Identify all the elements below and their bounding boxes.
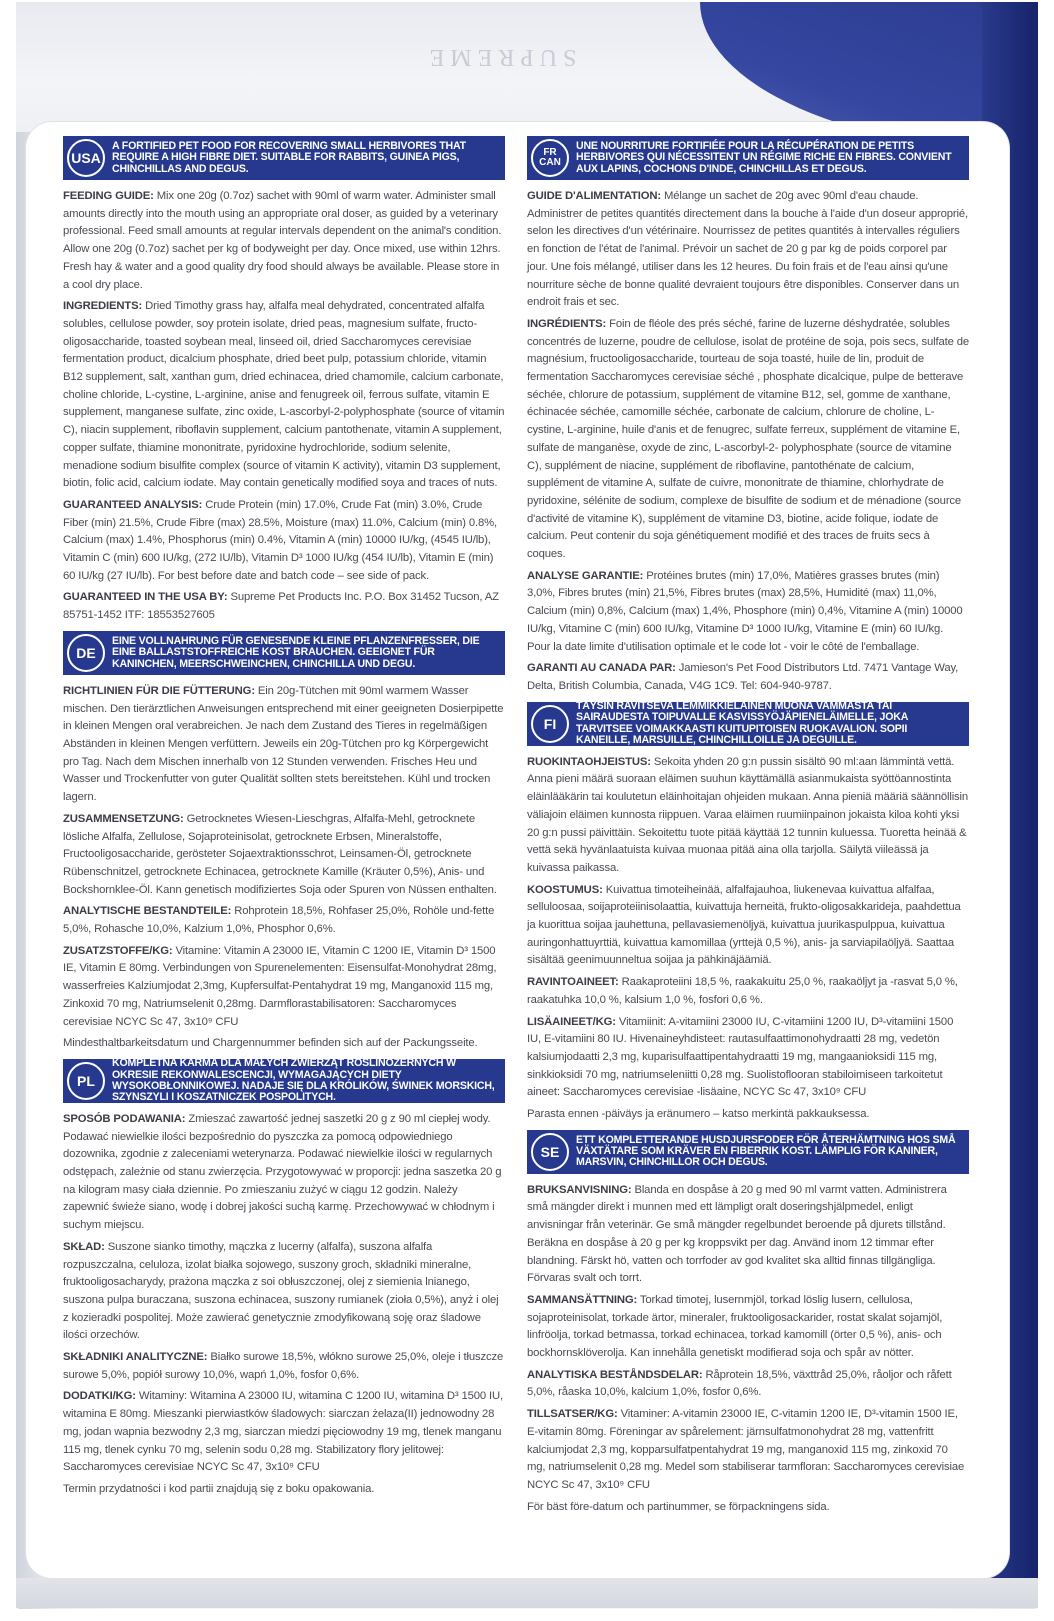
paragraph-text: Białko surowe 18,5%, włókno surowe 25,0%, oleje i tłuszcze surowe 5,0%, popiół surowy 10,0%, wapń 1,0%, fosfor 0,6%. <box>63 1351 504 1381</box>
paragraph-text: Foin de fléole des prés séché, farine de luzerne déshydratée, solubles concentrés de luzerne, poudre de cellulose, isolat de protéine de soja, pois secs, sulfate de magnésium, fructooligosaccharide, tourteau de soja toasté, huile de lin, produit de fermentation Saccharomyces cerevisiae séché , phosphate dicalcique, pulpe de betterave séchée, chlorure de potassium, supplément de vitamine B12, sel, gomme de xanthane, échinacée séchée, camomille séchée, carbonate de calcium, chlorure de choline, L-cystine, L-arginine, huile d'anis et de fenugrec, sulfate ferreux, supplément de vitamine E, sulfate de manganèse, oxyde de zinc, L-ascorbyl-2- polyphosphate (source de vitamine C), supplément de niacine, supplément de riboflavine, pantothénate de calcium, supplément de vitamine A, sulfate de cuivre, mononitrate de thiamine, chlorhydrate de pyridoxine, sélénite de sodium, complexe de bisulfite de sodium et de ménadione (source d'activité de vitamine K), supplément de vitamine D3, biotine, acide folique, iodate de calcium. Peut contenir du soja génétiquement modifié et des traces de fruits secs à coques. <box>527 317 969 561</box>
paragraph-text: Zmieszać zawartość jednej saszetki 20 g z 90 ml ciepłej wody. Podawać niewielkie ilości bezpośrednio do pyszczka za pomocą odpowiedniego dozownika, zgodnie z zaleceniami weterynarza. Podawać niewielkie ilości w regularnych odstępach, zależnie od stanu zwierzęcia. Przygotowywać w proporcji: jedna saszetka 20 g na kilogram masy ciała dziennie. Po zmieszaniu zużyć w ciągu 12 godzin. Należy zapewnić świeże siano, wodę i dobrej jakości suchą karmę. Przechowywać w chłodnym i suchym miejscu. <box>63 1112 502 1232</box>
label-paragraph <box>63 1349 505 1384</box>
label-paragraph <box>527 1014 969 1103</box>
paragraph-text: Getrocknetes Wiesen-Lieschgras, Alfalfa-Mehl, getrocknete lösliche Alfalfa, Zellulose, Sojaproteinisolat, getrocknete Erbsen, Mineralstoffe, Fructooligosaccharide, gerösteter Sojaextraktionsschrot, Leinsamen-Öl, getrocknete Rübenschnitzel, getrocknete Echinacea, getrocknete Kamille (Kräuter 0,5%), Anis- und Bockshornklee-Öl. Kann genetisch modifiziertes Soja oder Spuren von Nüssen enthalten. <box>63 812 497 896</box>
paragraph-text: Suszone sianko timothy, mączka z lucerny (alfalfa), suszona alfalfa rozpuszczalna, celuloza, izolat białka sojowego, suszony groch, składniki mineralne, fruktooligosacharydy, prażona mączka z soi obłuszczonej, olej z siemienia lnianego, suszona pulpa buraczana, suszona echinacea, suszony rumianek (zioła 0,5%), anyż i olej z kozieradki pospolitej. Może zawierać genetycznie zmodyfikowaną soję oraz śladowe ilości orzechów. <box>63 1240 499 1342</box>
label-paragraph <box>63 683 505 807</box>
language-section-fr-can <box>527 136 969 696</box>
paragraph-text: Råprotein 18,5%, växttråd 25,0%, råoljor och råfett 5,0%, råaska 10,0%, kalcium 1,0%, fosfor 0,6%. <box>527 1368 952 1399</box>
paragraph-text: Protéines brutes (min) 17,0%, Matières grasses brutes (min) 3,0%, Fibres brutes (min) 21,5%, Fibres brutes (max) 28,5%, Humidité (max) 11,0%, Calcium (min) 0,8%, Calcium (max) 1,4%, Phosphore (min) 0,4%, Vitamine A (min) 10000 IU/kg, Vitamine C (min) 600 IU/kg, Vitamine D³ 1000 IU/kg, Vitamine E (min) 60 IU/kg. Pour la date limite d'utilisation optimale et le code lot - voir le côté de l'emballage. <box>527 569 963 653</box>
paragraph-heading: KOOSTUMUS: <box>527 883 603 896</box>
section-banner-text: TÄYSIN RAVITSEVA LEMMIKKIELÄINEN MUONA VAMMASTA TAI SAIRAUDESTA TOIPUVALLE KASVISSYÖJÄPIENELÄIMELLE, JOKA TARVITSEE VOIMAKKAASTI KUITUPITOISEN RUOKAVALION. SOPII KANEILLE, MARSUILLE, CHINCHILLOILLE JA DEGUILLE. <box>576 699 908 747</box>
paragraph-heading: GUARANTEED ANALYSIS: <box>63 498 203 511</box>
paragraph-text: Sekoita yhden 20 g:n pussin sisältö 90 ml:aan lämmintä vettä. Anna pieni määrä suoraan eläimen suuhun käyttämällä asianmukaista syöttöannostinta eläinlääkärin tai koulutetun eläinhoitajan ohjeiden mukaan. Anna pieniä määriä säännöllisin väliajoin eläimen kunnosta riippuen. Varaa eläimen ruumiinpainon jokaista kiloa kohti yksi 20 g:n pussi päivittäin. Sekoitettu tuote pitää käyttää 12 tunnin kuluessa. Tuoretta heinää & vettä sekä hyvänlaatuista kuivaa muonaa pitää aina olla tarjolla. Säilytä viileässä ja kuivassa paikassa. <box>527 755 969 874</box>
country-badge-icon: FI <box>531 705 569 743</box>
paragraph-heading: SAMMANSÄTTNING: <box>527 1293 638 1306</box>
label-paragraph <box>63 497 505 586</box>
section-banner-text: A FORTIFIED PET FOOD FOR RECOVERING SMALL HERBIVORES THAT REQUIRE A HIGH FIBRE DIET. SUITABLE FOR RABBITS, GUINEA PIGS, CHINCHILLAS AND DEGUS. <box>112 139 466 175</box>
label-paragraph <box>527 974 969 1009</box>
paragraph-heading: INGREDIENTS: <box>63 300 143 313</box>
paragraph-heading: RAVINTOAINEET: <box>527 976 619 989</box>
paragraph-text: Vitaminer: A-vitamin 23000 IE, C-vitamin 1200 IE, D³-vitamin 1500 IE, E-vitamin 80mg. Föreningar av spårelement: järnsulfatmonohydrat 28 mg, vattenfritt kalciumjodat 2,3 mg, kopparsulfatpentahydrat 19 mg, manganoxid 115 mg, zinkoxid 70 mg, natriumselenit 0,28 mg. Medel som stabiliserar tarmfloran: Saccharomyces cerevisiae NCYC Sc 47, 3x10⁹ CFU <box>527 1408 965 1491</box>
paragraph-text: Blanda en dospåse à 20 g med 90 ml varmt vatten. Administrera små mängder direkt i munnen med ett lämpligt oralt doseringshjälpmedel, enligt anvisningar från veterinär. Ge små mängder regelbundet beroende på djurets tillstånd. Beräkna en dospåse à 20 g per kg kroppsvikt per dag. Använd inom 12 timmar efter blandning. Färskt hö, vatten och torrfoder av god kvalitet ska alltid finnas tillgängliga. Förvaras svalt och torrt. <box>527 1183 947 1285</box>
label-paragraph <box>63 1111 505 1235</box>
language-section-de <box>63 631 505 1053</box>
paragraph-heading: FEEDING GUIDE: <box>63 190 154 202</box>
section-banner-text: KOMPLETNA KARMA DLA MAŁYCH ZWIERZĄT ROŚLINOŻERNYCH W OKRESIE REKONWALESCENCJI, WYMAGAJĄCYCH DIETY WYSOKOBŁONNIKOWEJ. NADAJE SIĘ DLA KRÓLIKÓW, ŚWINEK MORSKICH, SZYNSZYLI I KOSZATNICZEK POSPOLITYCH. <box>112 1057 495 1104</box>
country-badge-icon: PL <box>67 1062 105 1100</box>
paragraph-text: Vitamine: Vitamin A 23000 IE, Vitamin C 1200 IE, Vitamin D³ 1500 IE, Vitamin E 80mg. Verbindungen von Spurenelementen: Eisensulfat-Monohydrat 28mg, wasserfreies Kalziumjodat 2,3mg, Kupfersulfat-Pentahydrat 19 mg, Manganoxid 115 mg, Zinkoxid 70 mg, Natriumselenit 0,28mg. Darmflorastabilisatoren: Saccharomyces cerevisiae NCYC Sc 47, 3x10⁹ CFU <box>63 944 497 1028</box>
paragraph-text: Torkad timotej, lusernmjöl, torkad löslig lusern, cellulosa, sojaproteinisolat, torkade ärtor, mineraler, fruktooligosackarider, rostat skalat sojamjöl, linfröolja, torkad betmassa, torkad echinacea, torkad kamomill (örter 0,5 %), anis- och bockhornsklöverolja. Kan innehålla genetiskt modifierad soja och spår av nötter. <box>527 1293 943 1360</box>
label-paragraph <box>63 298 505 493</box>
paragraph-text: Raakaproteiini 18,5 %, raakakuitu 25,0 %, raakaöljyt ja -rasvat 5,0 %, raakatuhka 10,0 %, kalsium 1,0 %, fosfori 0,6 %. <box>527 976 958 1006</box>
paragraph-heading: ZUSATZSTOFFE/KG: <box>63 944 173 957</box>
label-paragraph <box>63 943 505 1032</box>
paragraph-heading: GUIDE D'ALIMENTATION: <box>527 190 662 202</box>
label-paragraph <box>63 903 505 938</box>
paragraph-heading: ANALYTISCHE BESTANDTEILE: <box>63 905 232 918</box>
country-badge-icon: DE <box>67 634 105 672</box>
country-badge-icon: USA <box>67 139 105 177</box>
language-section-usa <box>63 136 505 625</box>
label-paragraph <box>527 1182 969 1288</box>
paragraph-heading: DODATKI/KG: <box>63 1390 136 1403</box>
label-paragraph <box>527 660 969 695</box>
paragraph-heading: RICHTLINIEN FÜR DIE FÜTTERUNG: <box>63 684 255 697</box>
country-badge-icon: SE <box>531 1133 569 1171</box>
paragraph-heading: ANALYTISKA BESTÅNDSDELAR: <box>527 1368 703 1381</box>
paragraph-text: Parasta ennen -päiväys ja eränumero – katso merkintä pakkauksessa. <box>527 1108 870 1121</box>
paragraph-heading: ZUSAMMENSETZUNG: <box>63 812 184 825</box>
paragraph-text: Jamieson's Pet Food Distributors Ltd. 7471 Vantage Way, Delta, British Columbia, Canada, V4G 1C9. Tel: 604-940-9787. <box>527 662 959 692</box>
language-section-se <box>527 1130 969 1517</box>
language-section-pl <box>63 1059 505 1499</box>
language-section-fi <box>527 699 969 1124</box>
paragraph-heading: GARANTI AU CANADA PAR: <box>527 662 676 675</box>
box-bottom-flap <box>16 1578 1038 1608</box>
label-paragraph <box>527 1406 969 1495</box>
paragraph-heading: GUARANTEED IN THE USA BY: <box>63 591 228 604</box>
section-banner <box>63 1059 505 1103</box>
label-paragraph <box>63 1035 505 1053</box>
section-banner <box>527 136 969 180</box>
paragraph-text: Dried Timothy grass hay, alfalfa meal dehydrated, concentrated alfalfa solubles, cellulose powder, soy protein isolate, dried peas, magnesium sulfate, fructo-oligosaccharide, toasted soybean meal, linseed oil, dried Saccharomyces cerevisiae fermentation product, dicalcium phosphate, dried beet pulp, potassium chloride, vitamin B12 supplement, salt, xanthan gum, dried echinacea, dried chamomile, calcium carbonate, choline chloride, L-cystine, L-arginine, anise and fenugreek oil, ferrous sulfate, vitamin E supplement, manganese sulfate, zinc oxide, L-ascorbyl-2-polyphosphate (source of vitamin C), niacin supplement, riboflavin supplement, calcium pantothenate, vitamin A supplement, copper sulfate, thiamine mononitrate, pyridoxine hydrochloride, sodium selenite, menadione sodium bisulfite complex (source of vitamin K activity), vitamin D3 supplement, biotin, folic acid, calcium iodate. May contain genetically modified soya and traces of nuts. <box>63 300 505 490</box>
paragraph-heading: RUOKINTAOHJEISTUS: <box>527 755 651 768</box>
label-paragraph <box>527 754 969 878</box>
label-paragraph <box>63 188 505 294</box>
country-badge-icon: FR CAN <box>531 139 569 177</box>
label-paragraph <box>63 1481 505 1499</box>
label-paragraph <box>527 1106 969 1124</box>
paragraph-text: Mix one 20g (0.7oz) sachet with 90ml of warm water. Administer small amounts directly into the mouth using an appropriate oral doser, as guided by a veterinary professional. Feed small amounts at regular intervals dependent on the animal's condition. Allow one 20g (0.7oz) sachet per kg of bodyweight per day. Once mixed, use within 12hrs. Fresh hay & water and a good quality dry food should always be available. Please store in a cool dry place. <box>63 190 502 291</box>
paragraph-text: Supreme Pet Products Inc. P.O. Box 31452 Tucson, AZ 85751-1452 ITF: 18553527605 <box>63 591 499 622</box>
paragraph-heading: SPOSÓB PODAWANIA: <box>63 1112 186 1125</box>
paragraph-text: För bäst före-datum och partinummer, se förpackningens sida. <box>527 1500 830 1513</box>
paragraph-heading: BRUKSANVISNING: <box>527 1183 632 1196</box>
label-paragraph <box>527 882 969 971</box>
paragraph-text: Ein 20g-Tütchen mit 90ml warmem Wasser mischen. Den tierärztlichen Anweisungen entsprechend mit einer geeigneten Dosierpipette in kleinen Mengen oral verabreichen. Je nach dem Zustand des Tieres in regelmäßigen Abständen in kleinen Mengen verfüttern. Jeweils ein 20g-Tütchen pro kg Körpergewicht pro Tag. Nach dem Mischen innerhalb von 12 Stunden verwenden. Frisches Heu und Wasser und Trockenfutter von guter Qualität sollten stets bereitstehen. Kühl und trocken lagern. <box>63 684 504 804</box>
label-paragraph <box>63 811 505 900</box>
paragraph-text: Mélange un sachet de 20g avec 90ml d'eau chaude. Administrer de petites quantités directement dans la bouche à l'aide d'un doseur approprié, selon les directives d'un vétérinaire. Nourrissez de petites quantités à intervalles réguliers en fonction de l'état de l'animal. Prévoir un sachet de 20 g par kg de poids corporel par jour. Une fois mélangé, utiliser dans les 12 heures. Du foin frais et de l'eau ainsi qu'une nourriture sèche de bonne qualité devraient toujours être disponibles. Conserver dans un endroit frais et sec. <box>527 190 968 309</box>
paragraph-text: Vitamiinit: A-vitamiini 23000 IU, C-vitamiini 1200 IU, D³-vitamiini 1500 IU, E-vitamiini 80 IU. Hivenaineyhdisteet: rautasulfaattimonohydraatti 28 mg, vedetön kalsiumjodaatti 2,3 mg, kuparisulfaattipentahydraatti 19 mg, mangaanioksidi 115 mg, sinkkioksidi 70 mg, natriumseleniitti 0,28 mg. Suolistoflooran stabiloimiseen tarkoitetut aineet: Saccharomyces cerevisiae -lisäaine, NCYC Sc 47, 3x10⁹ CFU <box>527 1015 954 1099</box>
left-column <box>63 136 505 1505</box>
label-paragraph <box>527 188 969 312</box>
paragraph-heading: ANALYSE GARANTIE: <box>527 569 644 582</box>
right-column <box>527 136 969 1522</box>
label-paragraph <box>527 1499 969 1517</box>
section-banner <box>527 699 969 747</box>
paragraph-heading: INGRÉDIENTS: <box>527 317 607 330</box>
label-paragraph <box>527 1292 969 1363</box>
label-paragraph <box>63 1388 505 1477</box>
paragraph-heading: SKŁADNIKI ANALITYCZNE: <box>63 1351 208 1364</box>
paragraph-text: Rohprotein 18,5%, Rohfaser 25,0%, Rohöle und-fette 5,0%, Rohasche 10,0%, Kalzium 1,0%, Phosphor 0,6%. <box>63 905 495 936</box>
paragraph-text: Witaminy: Witamina A 23000 IU, witamina C 1200 IU, witamina D³ 1500 IU, witamina E 80mg. Mieszanki pierwiastków śladowych: siarczan żelaza(II) jednowodny 28 mg, jodan wapnia bezwodny 2,3 mg, siarczan miedzi pięciowodny 19 mg, tlenek manganu 115 mg, tlenek cynku 70 mg, selenin sodu 0,28 mg. Stabilizatory flory jelitowej: Saccharomyces cerevisiae NCYC Sc 47, 3x10⁹ CFU <box>63 1390 503 1474</box>
section-banner <box>63 136 505 180</box>
paragraph-text: Termin przydatności i kod partii znajdują się z boku opakowania. <box>63 1483 375 1495</box>
section-banner <box>63 631 505 675</box>
paragraph-heading: SKŁAD: <box>63 1240 105 1253</box>
section-banner-text: EINE VOLLNAHRUNG FÜR GENESENDE KLEINE PFLANZENFRESSER, DIE EINE BALLASTSTOFFREICHE KOST BRAUCHEN. GEEIGNET FÜR KANINCHEN, MEERSCHWEINCHEN, CHINCHILLA UND DEGU. <box>112 634 480 670</box>
paragraph-heading: LISÄAINEET/KG: <box>527 1015 616 1028</box>
section-banner-text: UNE NOURRITURE FORTIFIÉE POUR LA RÉCUPÉRATION DE PETITS HERBIVORES QUI NÉCESSITENT UN RÉGIME RICHE EN FIBRES. CONVIENT AUX LAPINS, COCHONS D'INDE, CHINCHILLAS ET DEGUS. <box>576 139 952 175</box>
section-banner-text: ETT KOMPLETTERANDE HUSDJURSFODER FÖR ÅTERHÄMTNING HOS SMÅ VÄXTÄTARE SOM KRÄVER EN FIBERRIK KOST. LÄMPLIG FÖR KANINER, MARSVIN, CHINCHILLOR OCH DEGUS. <box>576 1133 956 1169</box>
label-paragraph <box>527 568 969 657</box>
paragraph-heading: TILLSATSER/KG: <box>527 1408 618 1421</box>
label-paragraph <box>63 589 505 624</box>
label-paragraph <box>63 1239 505 1345</box>
brand-watermark: SUPREME <box>423 44 577 70</box>
label-paragraph <box>527 1367 969 1402</box>
paragraph-text: Kuivattua timoteiheinää, alfalfajauhoa, liukenevaa kuivattua alfalfaa, selluloosaa, soijaproteiinisolaattia, kuivattuja herneitä, frukto-oligosakkarideja, paahdettua ja kuorittua soijaa jauhettuna, pellavasiemenöljyä, kuivattua juurikaspulppua, kuivattua auringonhattuyrttiä, kuivattua kamomillaa (yrttejä 0,5 %), anis- ja sarviapilaöljyä. Saattaa sisältää geenimuunneltua soijaa ja pähkinäjäämiä. <box>527 883 961 967</box>
label-paragraph <box>527 316 969 564</box>
section-banner <box>527 1130 969 1174</box>
paragraph-text: Mindesthaltbarkeitsdatum und Chargennummer befinden sich auf der Packungsseite. <box>63 1037 478 1050</box>
paragraph-text: Crude Protein (min) 17.0%, Crude Fat (min) 3.0%, Crude Fiber (min) 21.5%, Crude Fibre (max) 28.5%, Moisture (max) 11.0%, Calcium (min) 0.8%, Calcium (max) 1.4%, Phosphorus (min) 0.4%, Vitamin A (min) 10000 IU/kg, (4545 IU/lb), Vitamin C (min) 600 IU/kg, (272 IU/lb), Vitamin D³ 1000 IU/kg (454 IU/lb), Vitamin E (min) 60 IU/kg (27 IU/lb). For best before date and batch code – see side of pack. <box>63 498 498 582</box>
